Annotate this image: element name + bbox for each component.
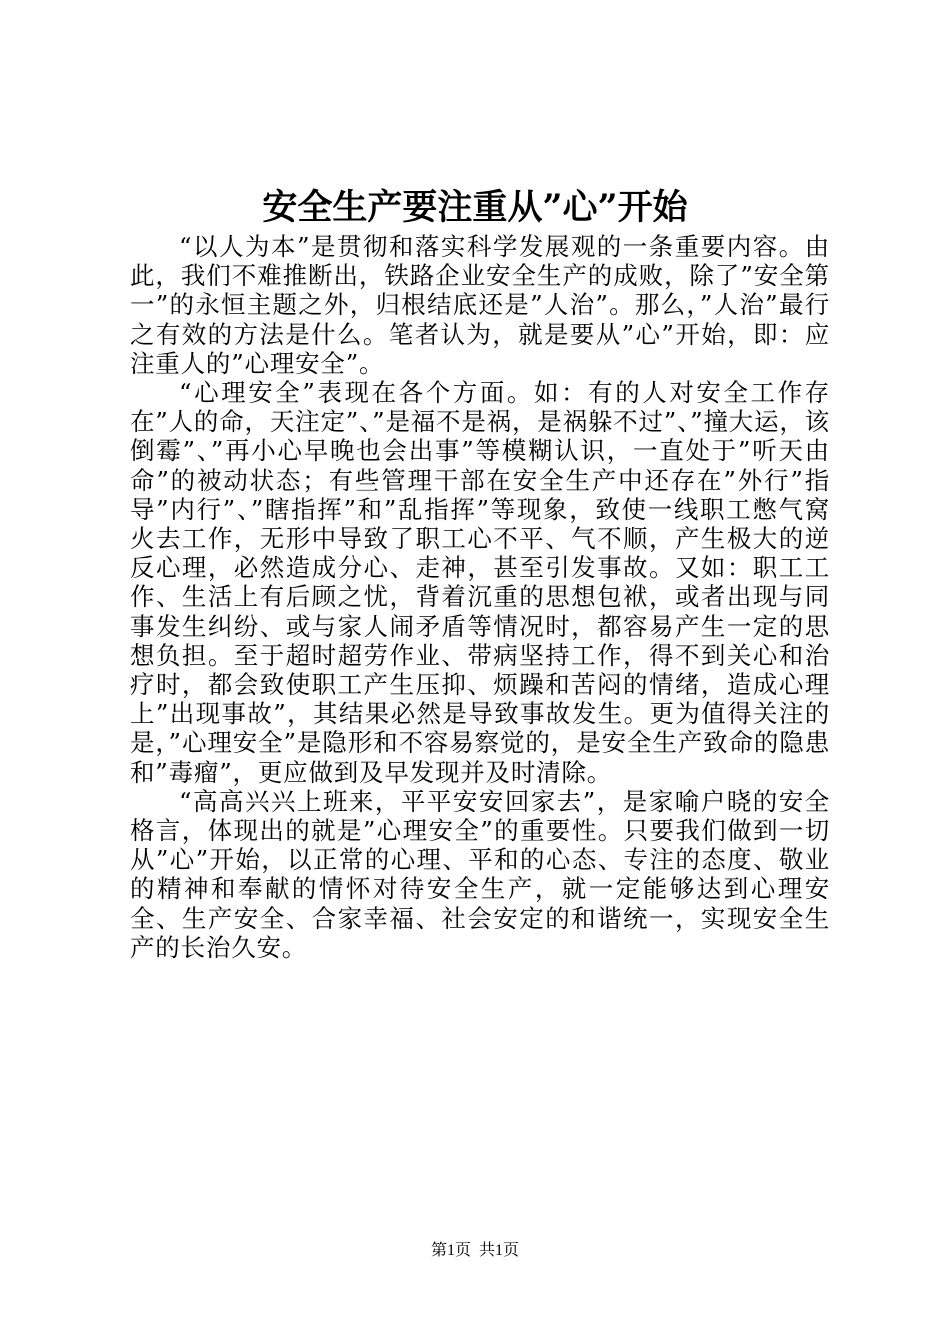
paragraph-1: “以人为本”是贯彻和落实科学发展观的一条重要内容。由此，我们不难推断出，铁路企业安全生产的成败，除了”安全第一”的永恒主题之外，归根结底还是”人治”。那么，”人治”最行之有效的方法是什么。笔者认为，就是要从”心”开始，即：应注重人的”心理安全”。	[130, 232, 830, 378]
document-title: 安全生产要注重从”心”开始	[262, 187, 688, 228]
page-footer	[0, 1240, 950, 1262]
page-total: 共1页	[479, 1242, 520, 1259]
page-number: 第1页	[430, 1242, 471, 1259]
document-body	[130, 232, 830, 962]
paragraph-2: “心理安全”表现在各个方面。如：有的人对安全工作存在”人的命，天注定”、”是福不是祸，是祸躲不过”、”撞大运，该倒霉”、”再小心早晚也会出事”等模糊认识，一直处于”听天由命”的被动状态；有些管理干部在安全生产中还存在”外行”指导”内行”、”瞎指挥”和”乱指挥”等现象，致使一线职工憋气窝火去工作，无形中导致了职工心不平、气不顺，产生极大的逆反心理，必然造成分心、走神，甚至引发事故。又如：职工工作、生活上有后顾之忧，背着沉重的思想包袱，或者出现与同事发生纠纷、或与家人闹矛盾等情况时，都容易产生一定的思想负担。至于超时超劳作业、带病坚持工作，得不到关心和治疗时，都会致使职工产生压抑、烦躁和苦闷的情绪，造成心理上”出现事故”，其结果必然是导致事故发生。更为值得关注的是，”心理安全”是隐形和不容易察觉的，是安全生产致命的隐患和”毒瘤”，更应做到及早发现并及时清除。	[130, 378, 830, 787]
paragraph-3: “高高兴兴上班来，平平安安回家去”，是家喻户晓的安全格言，体现出的就是”心理安全”的重要性。只要我们做到一切从”心”开始，以正常的心理、平和的心态、专注的态度、敬业的精神和奉献的情怀对待安全生产，就一定能够达到心理安全、生产安全、合家幸福、社会安定的和谐统一，实现安全生产的长治久安。	[130, 786, 830, 962]
